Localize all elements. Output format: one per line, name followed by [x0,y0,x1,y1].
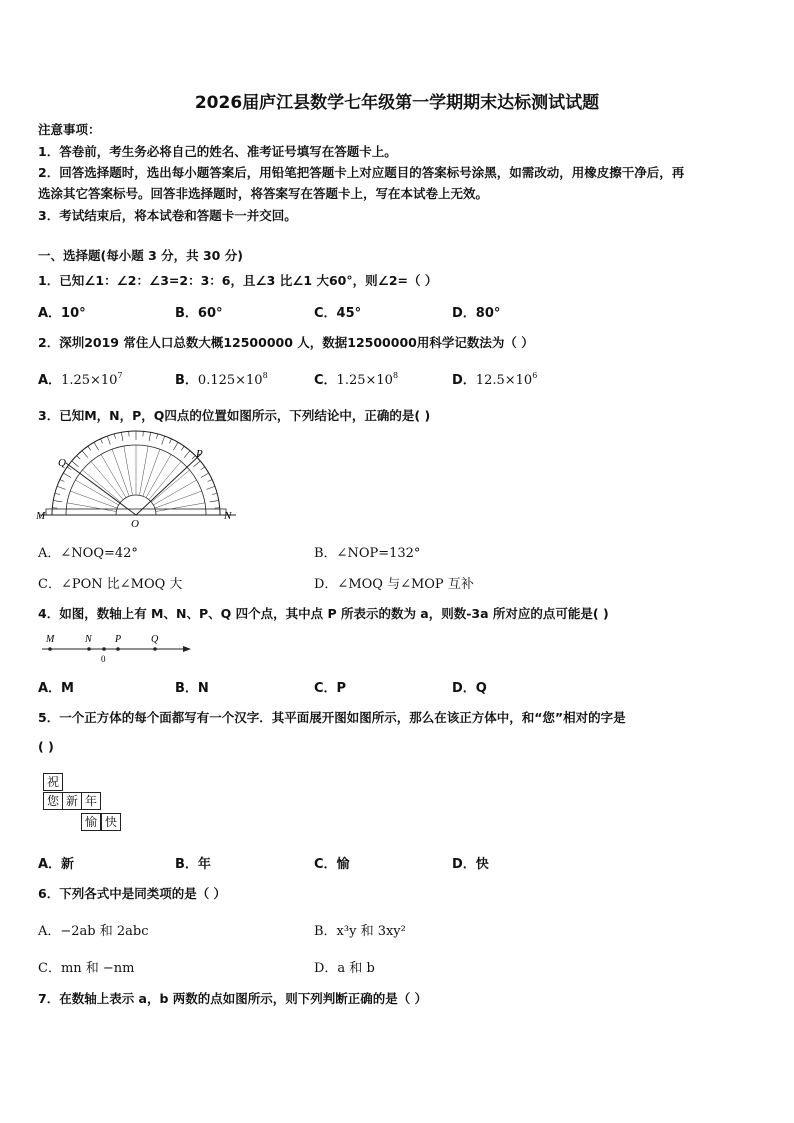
q2-option-b-mantissa: 0.125×10 [197,373,263,388]
q5-option-a: A．新 [38,857,75,872]
q5-option-d: D．快 [452,857,489,872]
protractor-tick [162,436,165,444]
protractor-base [46,509,226,515]
q2-option-b-label: B． [175,373,198,388]
protractor-tick [181,446,184,450]
label-m: M [36,510,46,522]
q2-option-a [38,369,123,388]
protractor-tick [107,436,110,444]
notice-item-1: 1．答卷前，考生务必将自己的姓名、准考证号填写在答题卡上。 [38,144,397,159]
q1-option-a: A．10° [38,306,86,321]
protractor-tick [174,442,179,450]
q4-option-a: A．M [38,681,74,696]
notice-item-2: 2．回答选择题时，选出每小题答案后，用铅笔把答题卡上对应题目的答案标号涂黑，如需改动，用橡皮擦干净后，再 [38,165,685,180]
q6-option-b: B．x³y 和 3xy² [314,924,406,939]
point-p [116,647,120,651]
point-zero [102,647,106,651]
q2-option-c-label: C． [314,373,337,388]
q6-option-d: D．a 和 b [314,961,375,976]
protractor-tick [82,451,88,458]
q1-stem: 1．已知∠1：∠2：∠3=2：3：6，且∠3 比∠1 大60°，则∠2=（ ） [38,273,438,288]
protractor-tick [67,467,71,470]
net-cell-zhu: 祝 [43,773,63,791]
protractor-spoke [156,503,205,512]
q5-stem: 5．一个正方体的每个面都写有一个汉字．其平面展开图如图所示，那么在该正方体中，和“您”相对的字是 [38,710,626,725]
axis-label-p: P [115,634,122,645]
protractor-tick [149,432,151,441]
q4-option-c: C．P [314,681,347,696]
protractor-spoke [75,480,118,505]
ray-oq [66,463,136,515]
axis-label-n: N [85,634,92,645]
net-cell-nian: 年 [81,792,101,810]
protractor-tick [88,446,91,450]
q6-stem: 6．下列各式中是同类项的是（ ） [38,886,227,901]
protractor-tick [201,467,205,470]
point-m [48,647,52,651]
q3-stem: 3．已知M，N，P，Q四点的位置如图所示，下列结论中，正确的是( ) [38,408,431,423]
q6-option-c: C．mn 和 −nm [38,961,135,976]
protractor-tick [57,486,65,489]
net-cell-kuai: 快 [101,813,121,831]
net-cell-nin: 您 [43,792,63,810]
net-cell-yu: 愉 [81,813,101,831]
q2-option-b-exponent: 8 [262,371,268,380]
q2-option-d [452,369,537,388]
page-title: 2026届庐江县数学七年级第一学期期末达标测试试题 [194,93,600,113]
protractor-tick [192,456,196,460]
point-q [153,647,157,651]
protractor-tick [184,451,190,458]
protractor-tick [156,434,157,439]
q4-option-d: D．Q [452,681,487,696]
protractor-tick [53,500,62,502]
q5-blank: ( ) [38,739,54,754]
q2-stem: 2．深圳2019 常住人口总数大概12500000 人，数据12500000用科学记数法为（ ） [38,335,534,350]
q2-option-a-exponent: 7 [117,371,123,380]
axis-label-m: M [46,634,55,645]
label-n: N [224,510,232,522]
q6-option-a: A．−2ab 和 2abc [38,924,149,939]
section-heading: 一、选择题(每小题 3 分，共 30 分) [38,248,243,263]
protractor-spoke [124,446,133,495]
q2-option-b [175,369,268,388]
number-line-figure [38,630,198,666]
label-q: Q [58,457,66,469]
q2-option-a-mantissa: 1.25×10 [61,373,118,388]
q3-option-c: C．∠PON 比∠MOQ 大 [38,577,183,592]
q2-option-c-mantissa: 1.25×10 [336,373,393,388]
protractor-tick [60,480,65,482]
q1-option-b: B．60° [175,306,223,321]
q4-option-b: B．N [175,681,209,696]
q4-stem: 4．如图，数轴上有 M、N、P、Q 四个点，其中点 P 所表示的数为 a，则数-3a 所对应的点可能是( ) [38,606,609,621]
protractor-tick [114,434,115,439]
axis-label-zero: 0 [101,654,106,664]
q2-option-c [314,369,398,388]
protractor-tick [63,473,71,478]
protractor [46,431,226,515]
protractor-tick [206,486,214,489]
protractor-tick [77,456,81,460]
q2-option-c-exponent: 8 [392,371,399,380]
protractor-spoke [139,446,148,495]
axis-arrow [183,646,191,652]
q2-option-d-exponent: 6 [532,371,538,380]
net-cell-xin: 新 [62,792,82,810]
q5-option-c: C．愉 [314,857,350,872]
q2-option-d-label: D． [452,373,476,388]
protractor-tick [72,461,79,467]
q2-option-a-label: A． [38,373,62,388]
protractor-tick [121,432,123,441]
q3-option-b: B．∠NOP=132° [314,546,421,561]
notice-item-3: 3．考试结束后，将本试卷和答题卡一并交回。 [38,208,297,223]
notice-item-2-cont: 选涂其它答案标号。回答非选择题时，将答案写在答题卡上，写在本试卷上无效。 [38,186,489,201]
q3-option-a: A．∠NOQ=42° [38,546,138,561]
q1-option-d: D．80° [452,306,501,321]
protractor-tick [94,442,99,450]
protractor-tick [210,500,219,502]
q2-option-d-mantissa: 12.5×10 [475,373,533,388]
protractor-figure [36,430,246,528]
point-n [87,647,91,651]
q7-stem: 7．在数轴上表示 a，b 两数的点如图所示，则下列判断正确的是（ ） [38,991,428,1006]
q1-option-c: C．45° [314,306,362,321]
label-o: O [131,518,139,528]
protractor-tick [212,493,217,494]
label-p: P [196,448,203,460]
protractor-tick [55,493,60,494]
protractor-tick [193,461,200,467]
protractor-tick [169,439,171,444]
protractor-tick [201,473,209,478]
protractor-spoke [146,454,171,497]
q5-option-b: B．年 [175,857,211,872]
notice-heading: 注意事项： [38,122,101,137]
ray-op [136,454,201,515]
protractor-spoke [67,503,116,512]
q3-option-d: D．∠MOQ 与∠MOP 互补 [314,577,474,592]
protractor-tick [101,439,103,444]
axis-label-q: Q [151,634,159,645]
protractor-tick [208,480,213,482]
